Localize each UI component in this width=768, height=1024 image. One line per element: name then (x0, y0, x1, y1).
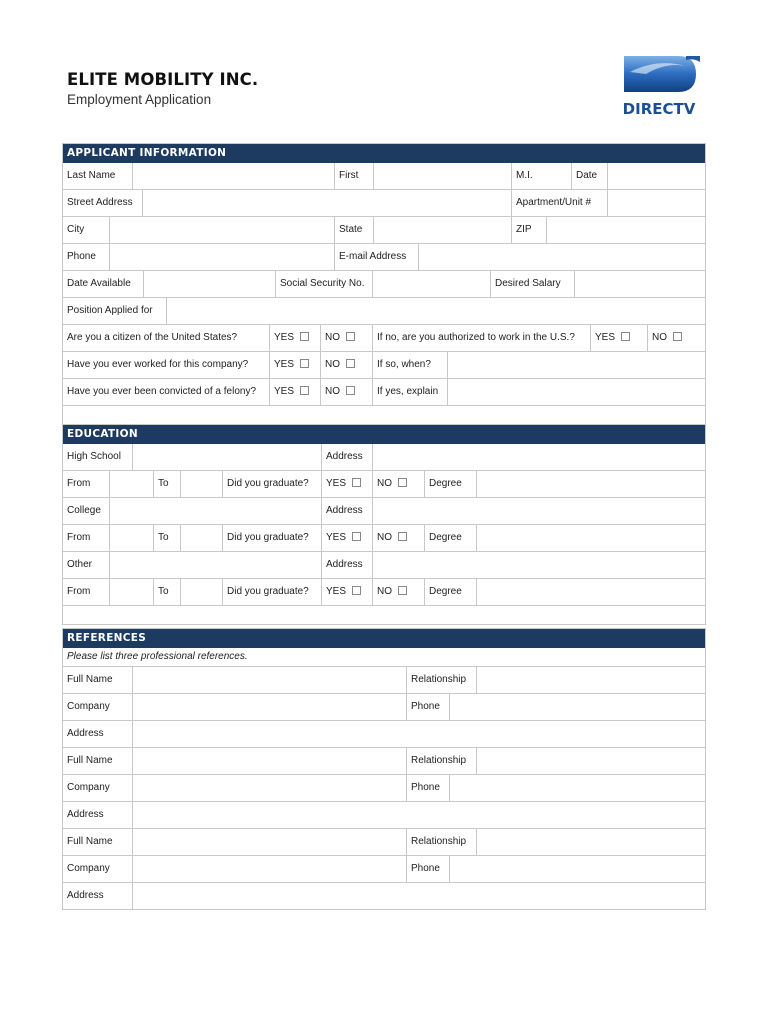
graduate-question: Did you graduate? (223, 525, 322, 551)
form-row (63, 444, 705, 471)
checkbox[interactable] (398, 586, 407, 595)
relationship-label: Relationship (407, 667, 477, 693)
worked-no-option[interactable] (321, 352, 373, 378)
company-label: Company (63, 694, 133, 720)
yes-label: YES (326, 586, 347, 597)
desired-salary-field[interactable] (575, 271, 705, 297)
no-label: NO (377, 586, 392, 597)
other-address-field[interactable] (373, 552, 705, 578)
relationship-field[interactable] (477, 667, 705, 693)
company-field[interactable] (133, 694, 407, 720)
to-field[interactable] (181, 579, 223, 605)
last-name-field[interactable] (133, 163, 335, 189)
form-row (63, 379, 705, 406)
form-row (63, 579, 705, 606)
authorized-no-option[interactable] (648, 325, 705, 351)
relationship-field[interactable] (477, 829, 705, 855)
form-row (63, 775, 705, 802)
address-label: Address (322, 552, 373, 578)
city-label: City (63, 217, 110, 243)
address-field[interactable] (133, 721, 705, 747)
relationship-label: Relationship (407, 829, 477, 855)
checkbox[interactable] (352, 586, 361, 595)
full-name-label: Full Name (63, 748, 133, 774)
full-name-field[interactable] (133, 829, 407, 855)
to-field[interactable] (181, 471, 223, 497)
company-field[interactable] (133, 856, 407, 882)
degree-label: Degree (425, 525, 477, 551)
form-row (63, 217, 705, 244)
address-label: Address (63, 721, 133, 747)
graduate-no-option[interactable] (373, 525, 425, 551)
company-field[interactable] (133, 775, 407, 801)
full-name-label: Full Name (63, 829, 133, 855)
section-header: EDUCATION (63, 425, 705, 444)
degree-label: Degree (425, 471, 477, 497)
felony-yes-option[interactable] (270, 379, 321, 405)
no-label: NO (377, 478, 392, 489)
last-name-label: Last Name (63, 163, 133, 189)
position-label: Position Applied for (63, 298, 167, 324)
form-row (63, 325, 705, 352)
to-label: To (154, 579, 181, 605)
to-label: To (154, 471, 181, 497)
full-name-field[interactable] (133, 667, 407, 693)
checkbox[interactable] (346, 359, 355, 368)
phone-field[interactable] (110, 244, 335, 270)
form-row (63, 525, 705, 552)
checkbox[interactable] (398, 532, 407, 541)
yes-label: YES (326, 532, 347, 543)
graduate-no-option[interactable] (373, 579, 425, 605)
street-address-label: Street Address (63, 190, 143, 216)
phone-label: Phone (407, 856, 450, 882)
authorized-yes-option[interactable] (591, 325, 648, 351)
address-label: Address (63, 883, 133, 909)
form-row (63, 163, 705, 190)
from-label: From (63, 471, 110, 497)
apartment-label: Apartment/Unit # (512, 190, 608, 216)
from-field[interactable] (110, 525, 154, 551)
graduate-yes-option[interactable] (322, 525, 373, 551)
checkbox[interactable] (346, 386, 355, 395)
ssn-field[interactable] (373, 271, 491, 297)
form-row (63, 471, 705, 498)
spacer-row (63, 606, 705, 625)
company-label: Company (63, 775, 133, 801)
worked-yes-option[interactable] (270, 352, 321, 378)
yes-label: YES (274, 359, 295, 370)
form-row (63, 271, 705, 298)
address-field[interactable] (133, 802, 705, 828)
form-subtitle: Employment Application (67, 92, 212, 107)
form-row (63, 748, 705, 775)
ssn-label: Social Security No. (276, 271, 373, 297)
college-address-field[interactable] (373, 498, 705, 524)
checkbox[interactable] (352, 532, 361, 541)
if-so-when-label: If so, when? (373, 352, 448, 378)
graduate-yes-option[interactable] (322, 471, 373, 497)
degree-label: Degree (425, 579, 477, 605)
address-label: Address (322, 444, 373, 470)
citizen-question: Are you a citizen of the United States? (63, 325, 270, 351)
zip-field[interactable] (547, 217, 705, 243)
relationship-label: Relationship (407, 748, 477, 774)
form-row (63, 244, 705, 271)
checkbox[interactable] (673, 332, 682, 341)
from-field[interactable] (110, 471, 154, 497)
form-row (63, 802, 705, 829)
checkbox[interactable] (352, 478, 361, 487)
if-yes-explain-label: If yes, explain (373, 379, 448, 405)
svg-text:DIRECTV: DIRECTV (622, 100, 696, 118)
street-address-field[interactable] (143, 190, 512, 216)
yes-label: YES (274, 332, 295, 343)
authorized-question: If no, are you authorized to work in the U.S.? (373, 325, 591, 351)
form-row (63, 883, 705, 910)
references-section (62, 628, 706, 910)
citizen-no-option[interactable] (321, 325, 373, 351)
section-header: REFERENCES (63, 629, 705, 648)
form-row (63, 190, 705, 217)
checkbox[interactable] (346, 332, 355, 341)
felony-question: Have you ever been convicted of a felony? (63, 379, 270, 405)
relationship-field[interactable] (477, 748, 705, 774)
company-name: ELITE MOBILITY INC. (67, 70, 259, 89)
high-school-field[interactable] (133, 444, 322, 470)
form-row (63, 667, 705, 694)
high-school-label: High School (63, 444, 133, 470)
degree-field[interactable] (477, 579, 705, 605)
references-note-row (63, 648, 705, 667)
state-label: State (335, 217, 374, 243)
no-label: NO (652, 332, 667, 343)
form-row (63, 352, 705, 379)
address-field[interactable] (133, 883, 705, 909)
mi-label: M.I. (512, 163, 572, 189)
date-available-field[interactable] (144, 271, 276, 297)
other-label: Other (63, 552, 110, 578)
graduate-question: Did you graduate? (223, 471, 322, 497)
references-note: Please list three professional references. (67, 651, 248, 662)
spacer-row (63, 406, 705, 425)
address-label: Address (63, 802, 133, 828)
state-field[interactable] (374, 217, 512, 243)
first-name-label: First (335, 163, 374, 189)
directv-logo (616, 52, 702, 122)
checkbox[interactable] (398, 478, 407, 487)
if-so-when-field[interactable] (448, 352, 705, 378)
first-name-field[interactable] (374, 163, 512, 189)
email-label: E-mail Address (335, 244, 419, 270)
from-field[interactable] (110, 579, 154, 605)
degree-field[interactable] (477, 525, 705, 551)
degree-field[interactable] (477, 471, 705, 497)
zip-label: ZIP (512, 217, 547, 243)
from-label: From (63, 525, 110, 551)
no-label: NO (377, 532, 392, 543)
company-label: Company (63, 856, 133, 882)
phone-label: Phone (407, 775, 450, 801)
no-label: NO (325, 359, 340, 370)
date-field[interactable] (608, 163, 705, 189)
form-row (63, 856, 705, 883)
graduate-no-option[interactable] (373, 471, 425, 497)
applicant-information-section (62, 143, 706, 425)
phone-label: Phone (63, 244, 110, 270)
phone-field[interactable] (450, 856, 705, 882)
full-name-label: Full Name (63, 667, 133, 693)
yes-label: YES (326, 478, 347, 489)
no-label: NO (325, 332, 340, 343)
checkbox[interactable] (300, 332, 309, 341)
form-row (63, 829, 705, 856)
citizen-yes-option[interactable] (270, 325, 321, 351)
form-row (63, 721, 705, 748)
form-row (63, 694, 705, 721)
section-header: APPLICANT INFORMATION (63, 144, 705, 163)
city-field[interactable] (110, 217, 335, 243)
form-row (63, 552, 705, 579)
checkbox[interactable] (300, 359, 309, 368)
checkbox[interactable] (621, 332, 630, 341)
full-name-field[interactable] (133, 748, 407, 774)
no-label: NO (325, 386, 340, 397)
high-school-address-field[interactable] (373, 444, 705, 470)
phone-field[interactable] (450, 694, 705, 720)
to-label: To (154, 525, 181, 551)
phone-field[interactable] (450, 775, 705, 801)
address-label: Address (322, 498, 373, 524)
worked-question: Have you ever worked for this company? (63, 352, 270, 378)
to-field[interactable] (181, 525, 223, 551)
yes-label: YES (595, 332, 616, 343)
desired-salary-label: Desired Salary (491, 271, 575, 297)
felony-no-option[interactable] (321, 379, 373, 405)
if-yes-explain-field[interactable] (448, 379, 705, 405)
yes-label: YES (274, 386, 295, 397)
college-field[interactable] (110, 498, 322, 524)
from-label: From (63, 579, 110, 605)
form-row (63, 298, 705, 325)
form-row (63, 498, 705, 525)
date-available-label: Date Available (63, 271, 144, 297)
date-label: Date (572, 163, 608, 189)
checkbox[interactable] (300, 386, 309, 395)
graduate-question: Did you graduate? (223, 579, 322, 605)
apartment-field[interactable] (608, 190, 705, 216)
email-field[interactable] (419, 244, 705, 270)
graduate-yes-option[interactable] (322, 579, 373, 605)
other-field[interactable] (110, 552, 322, 578)
college-label: College (63, 498, 110, 524)
phone-label: Phone (407, 694, 450, 720)
education-section (62, 424, 706, 625)
position-field[interactable] (167, 298, 705, 324)
